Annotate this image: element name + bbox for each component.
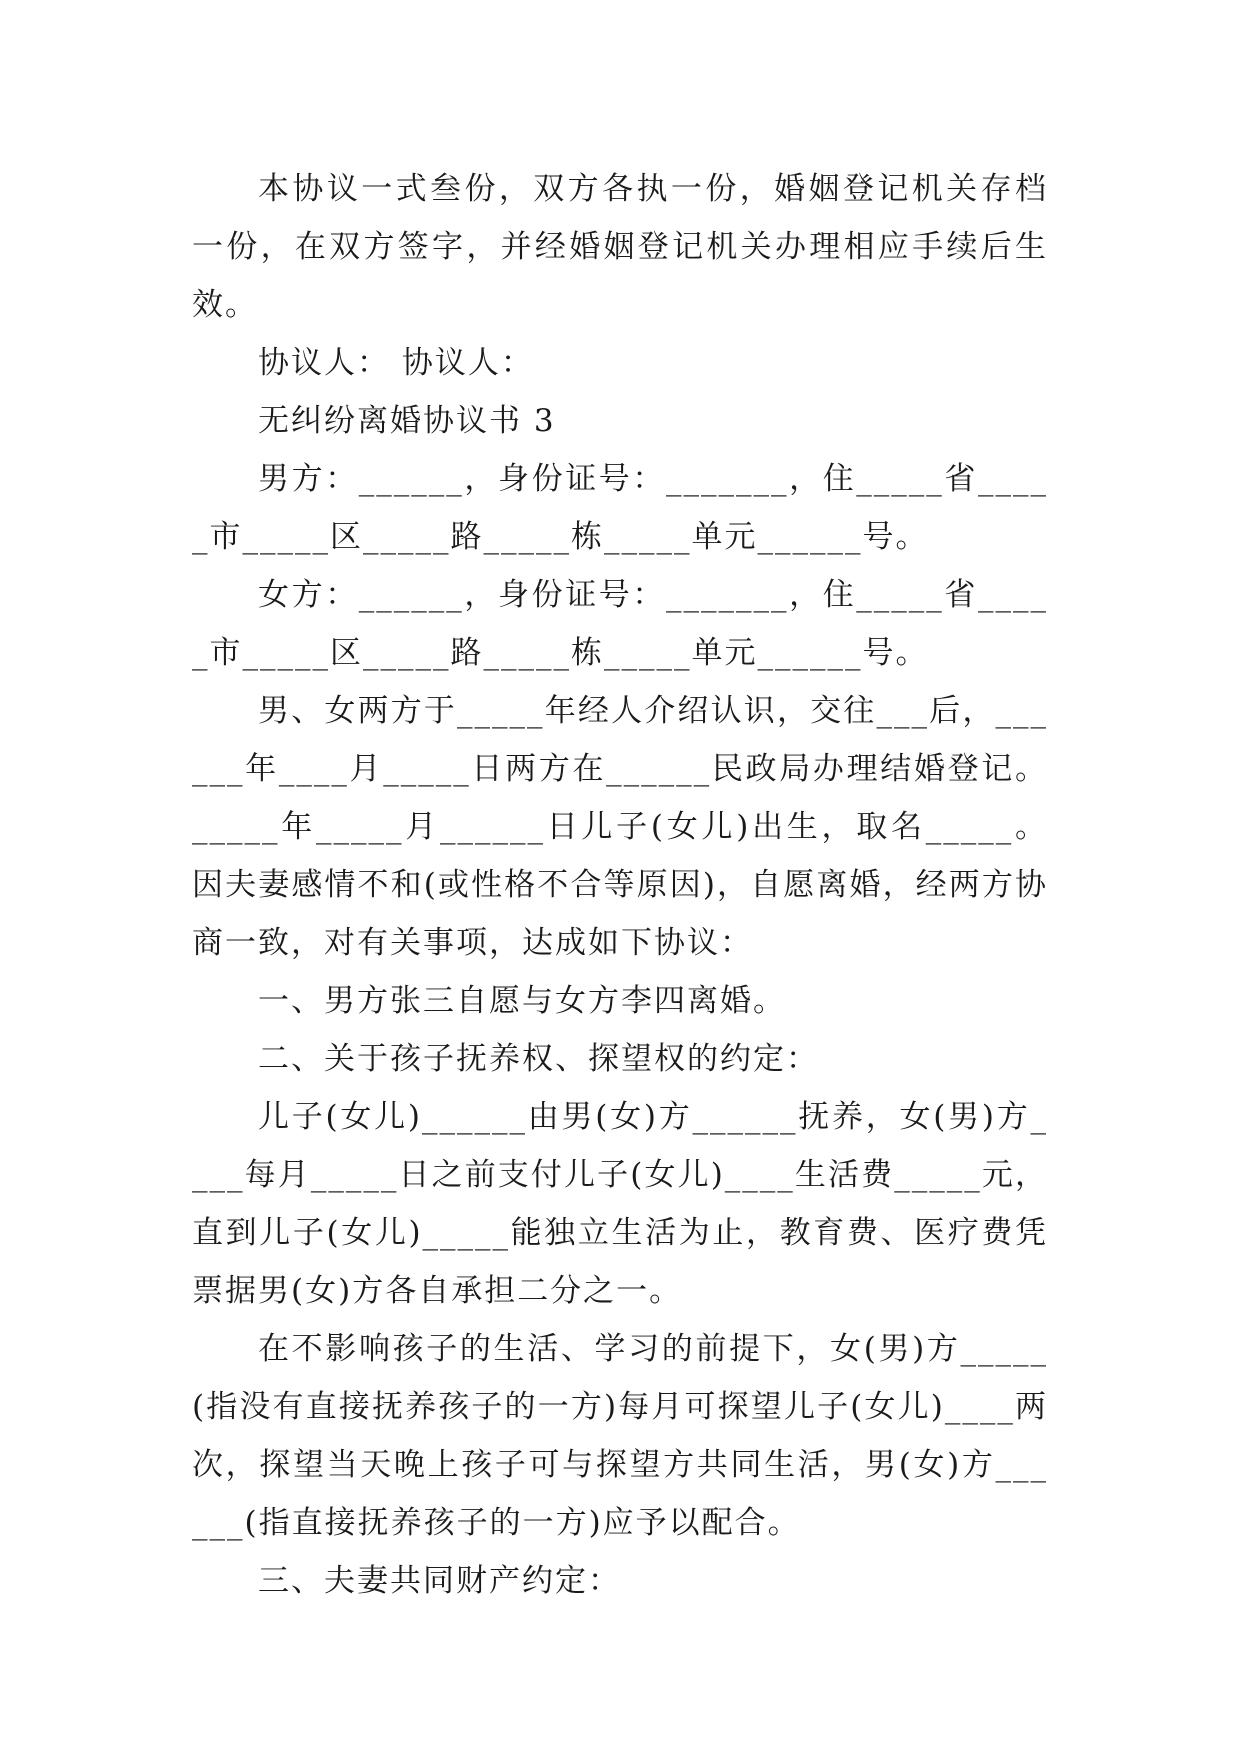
paragraph-female-party: 女方：______，身份证号：_______，住_____省_____市_____区_____路_____栋_____单元______号。 — [192, 577, 1048, 671]
clause-three-heading: 三、夫妻共同财产约定： — [258, 1563, 621, 1599]
section-title: 无纠纷离婚协议书 3 — [258, 403, 556, 439]
paragraph-visitation: 在不影响孩子的生活、学习的前提下，女(男)方_____(指没有直接抚养孩子的一方)每月可探望儿子(女儿)____两次，探望当天晚上孩子可与探望方共同生活，男(女)方______(指直接抚养孩子的一方)应予以配合。 — [192, 1331, 1048, 1541]
paragraph-copies-and-effect: 本协议一式叁份，双方各执一份，婚姻登记机关存档一份，在双方签字，并经婚姻登记机关办理相应手续后生效。 — [192, 171, 1048, 323]
clause-one: 一、男方张三自愿与女方李四离婚。 — [258, 983, 786, 1019]
document-body — [192, 160, 1048, 1610]
paragraph-male-party: 男方：______，身份证号：_______，住_____省_____市_____区_____路_____栋_____单元______号。 — [192, 461, 1048, 555]
paragraph-signatories: 协议人： 协议人： — [258, 345, 534, 381]
paragraph-background: 男、女两方于_____年经人介绍认识，交往___后，______年____月_____日两方在______民政局办理结婚登记。_____年_____月______日儿子(女儿)出生，取名_____。因夫妻感情不和(或性格不合等原因)，自愿离婚，经两方协商一致，对有关事项，达成如下协议： — [192, 693, 1048, 961]
paragraph-custody: 儿子(女儿)______由男(女)方______抚养，女(男)方____每月_____日之前支付儿子(女儿)____生活费_____元，直到儿子(女儿)_____能独立生活为止，教育费、医疗费凭票据男(女)方各自承担二分之一。 — [192, 1099, 1048, 1309]
clause-two-heading: 二、关于孩子抚养权、探望权的约定： — [258, 1041, 819, 1077]
